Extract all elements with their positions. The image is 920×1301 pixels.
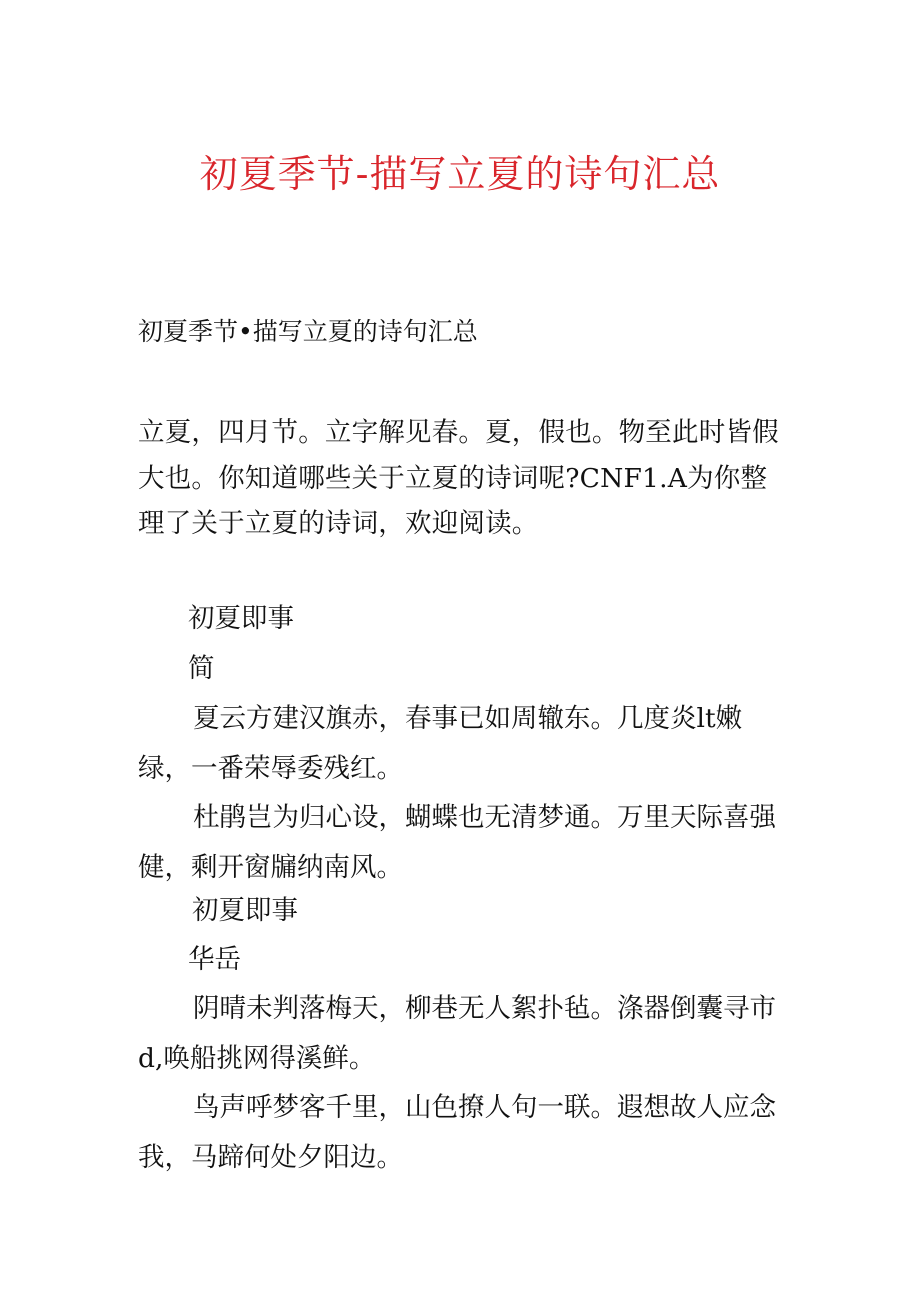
poem-1-title: 初夏即事 <box>188 603 294 634</box>
document-subtitle: 初夏季节•描写立夏的诗句汇总 <box>138 317 478 346</box>
poem-1-stanza-2: 杜鹃岂为归心设，蝴蝶也无清梦通。万里天际喜强健，剩开窗牖纳南风。 <box>138 802 776 883</box>
poem-2-author: 华岳 <box>188 944 241 975</box>
poem-1-stanza-1: 夏云方建汉旗赤，春事已如周辙东。几度炎lt嫩绿，一番荣辱委残红。 <box>138 703 743 784</box>
poem-2-stanza-1: 阴晴未判落梅天，柳巷无人絮扑毡。涤器倒囊寻市d,唤船挑网得溪鲜。 <box>138 993 776 1074</box>
poem-2-title: 初夏即事 <box>192 895 298 926</box>
poem-1-author: 简 <box>188 653 215 684</box>
poem-2-stanza-2: 鸟声呼梦客千里，山色撩人句一联。遐想故人应念我，马蹄何处夕阳边。 <box>138 1092 776 1173</box>
intro-paragraph: 立夏，四月节。立字解见春。夏，假也。物至此时皆假大也。你知道哪些关于立夏的诗词呢?CNF1.A为你整理了关于立夏的诗词，欢迎阅读。 <box>138 417 779 539</box>
document-title: 初夏季节-描写立夏的诗句汇总 <box>199 152 721 196</box>
